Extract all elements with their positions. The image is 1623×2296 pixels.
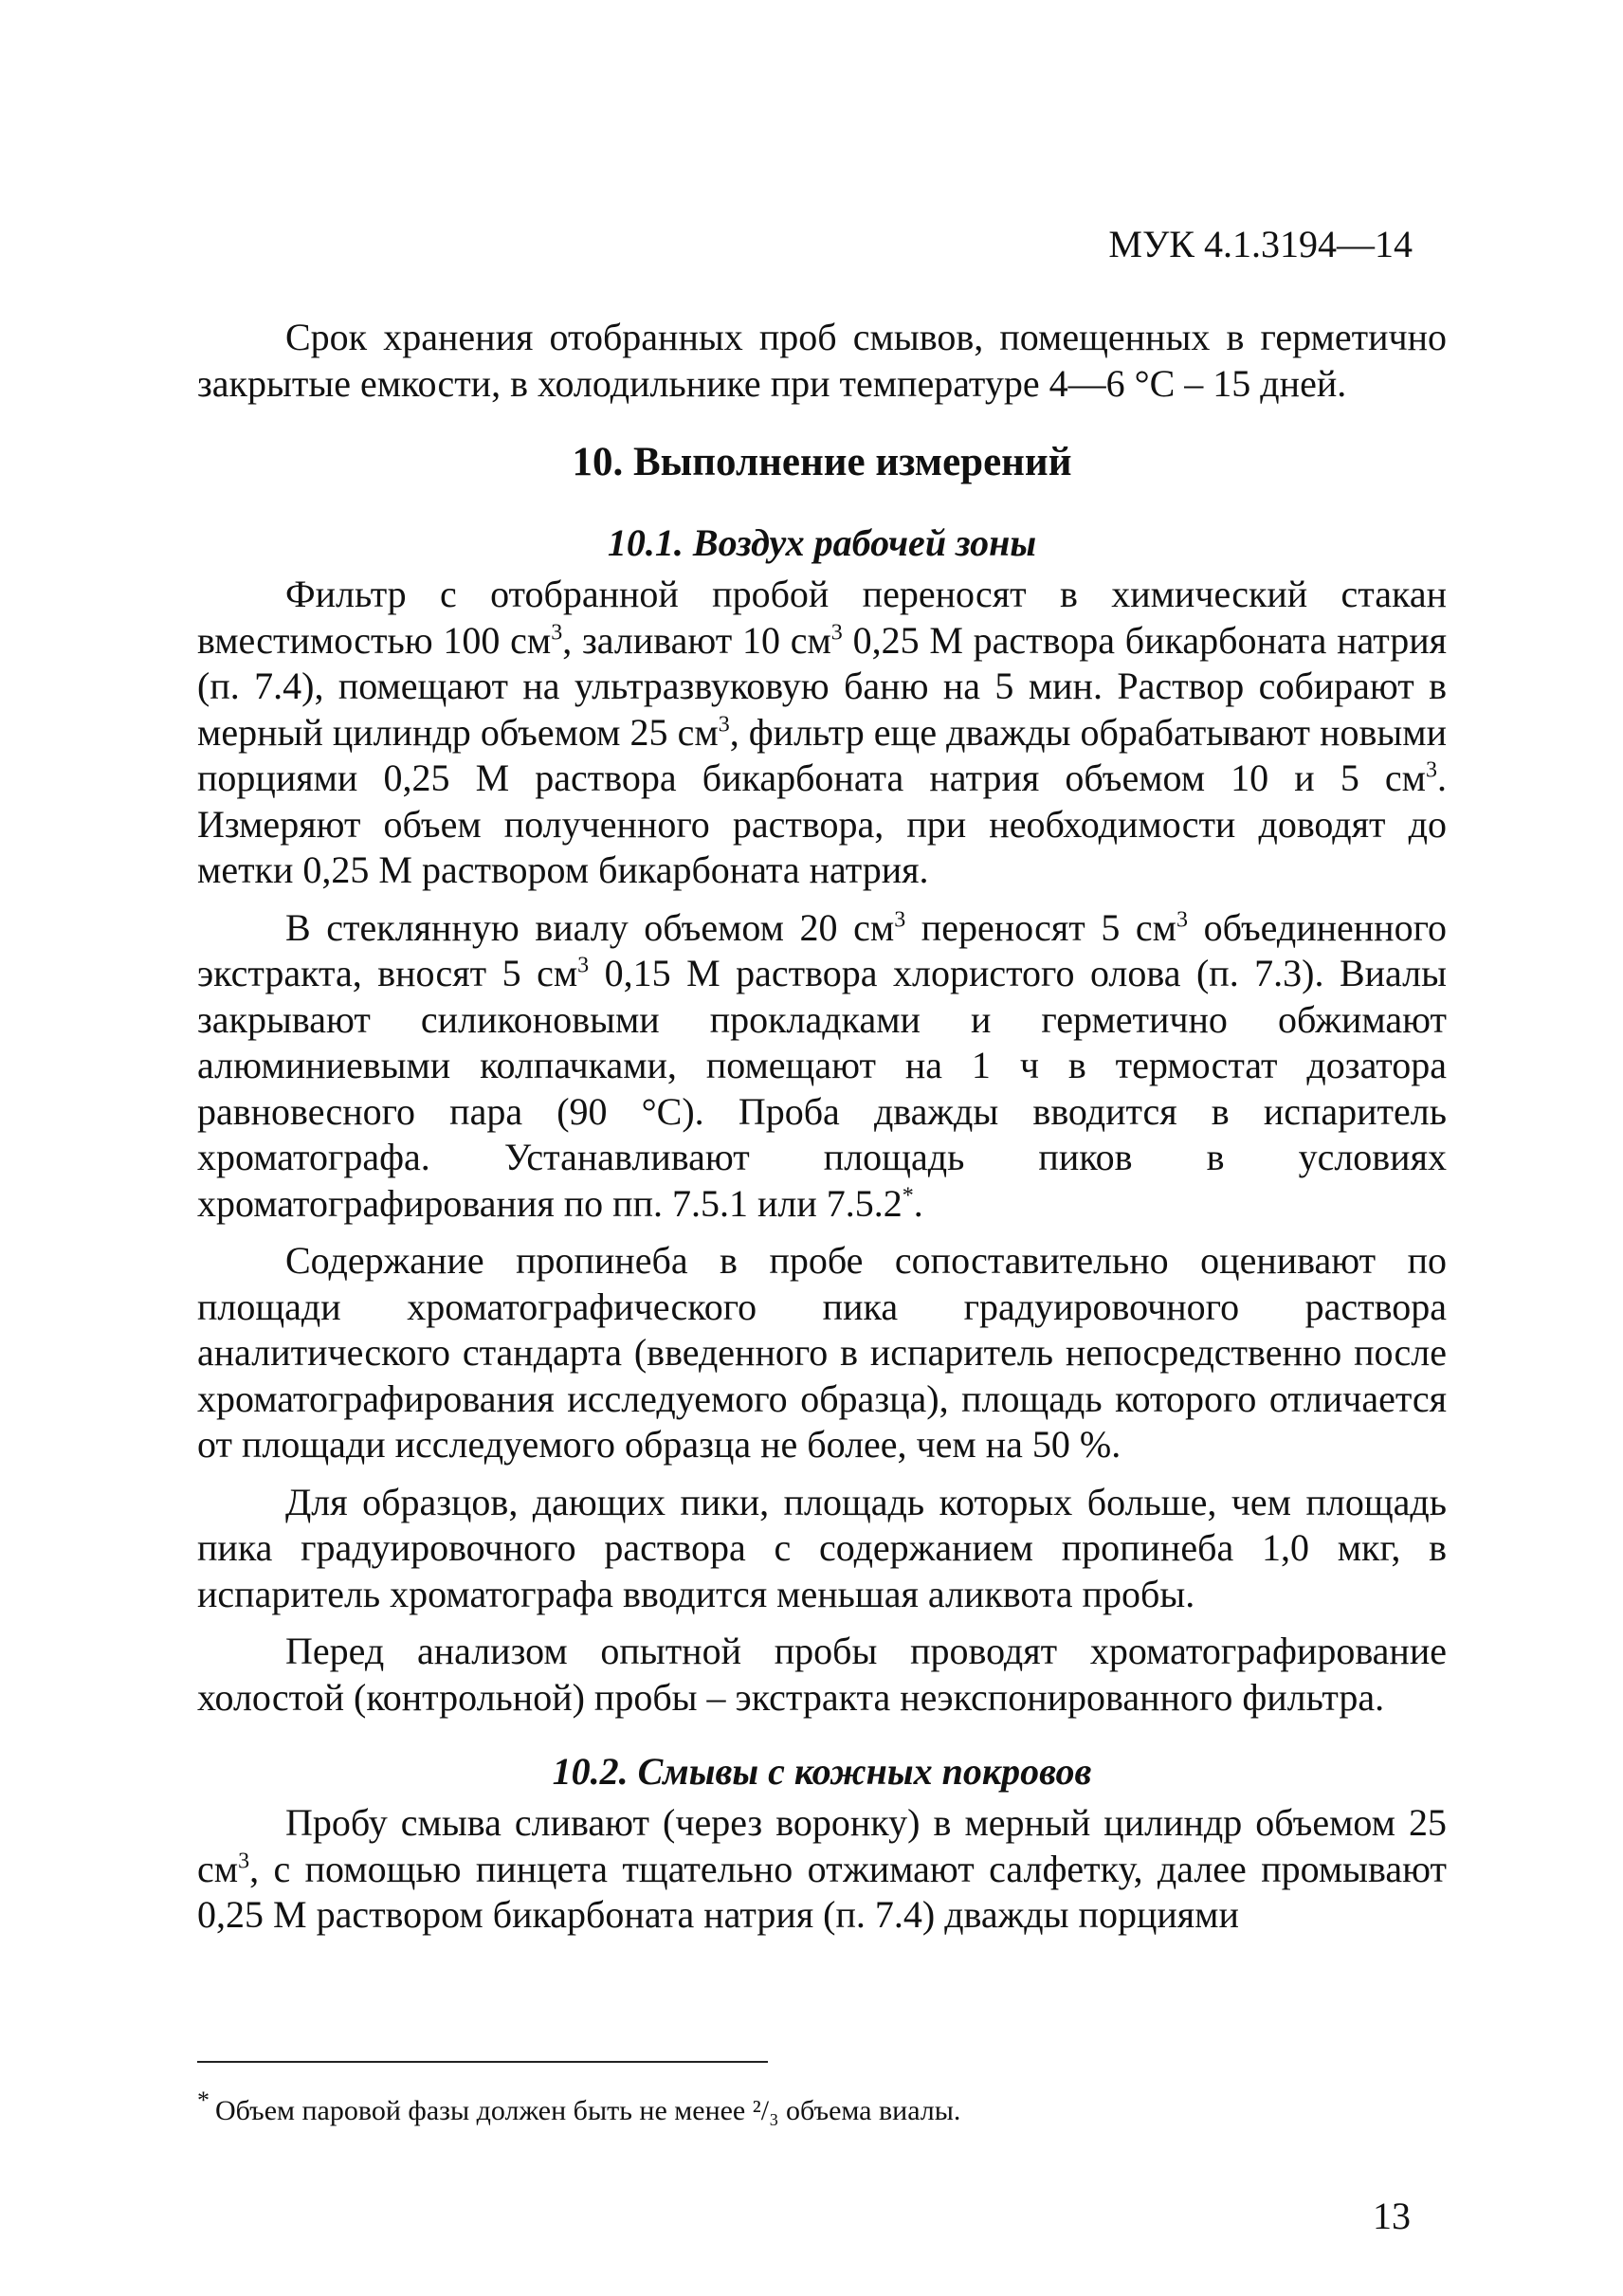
paragraph-wash-sample <box>197 1800 1447 1939</box>
footnote-text: объема виалы. <box>778 2095 961 2126</box>
footnote-text: Объем паровой фазы должен быть не менее <box>215 2095 753 2126</box>
section-title: 10. Выполнение измерений <box>572 440 1072 484</box>
text-run: переносят 5 см <box>905 905 1176 949</box>
text-run: 0,15 М раствора хлористого олова (п. 7.3). Виалы закрывают силиконовыми прокладками и герметично обжимают алюминиевыми колпачками, помещают на 1 ч в термостат дозатора равновесного пара (90 °С). Проба дважды вводится в испаритель хроматографа. Устанавливают площадь пиков в условиях хроматографирования по пп. 7.5.1 или 7.5.2 <box>197 952 1447 1225</box>
paragraph-vial-preparation <box>197 905 1447 1228</box>
text-run: В стеклянную виалу объемом 20 см <box>285 905 895 949</box>
superscript: 3 <box>718 712 730 738</box>
text-run: Фильтр с отобранной пробой переносят в химический стакан вместимостью 100 см <box>197 573 1447 662</box>
text-run: . Измеряют объем полученного раствора, при необходимости доводят до метки 0,25 М раствором бикарбоната натрия. <box>197 756 1447 891</box>
paragraph-content-estimation: Содержание пропинеба в пробе сопоставительно оценивают по площади хроматографического пика градуировочного раствора аналитического стандарта (введенного в испаритель непосредственно после хроматографирования исследуемого образца), площадь которого отличается от площади исследуемого образца не более, чем на 50 %. <box>197 1239 1447 1466</box>
footnote <box>197 2082 1447 2130</box>
text-run: . <box>913 1181 923 1225</box>
superscript: 3 <box>1426 757 1437 783</box>
paragraph-filter-extraction <box>197 572 1447 894</box>
text-run: 0,25 М раствора бикарбоната натрия (п. 7.4), помещают на ультразвуковую баню на 5 мин. Раствор собирают в мерный цилиндр объемом 25 см <box>197 618 1448 754</box>
text-run: объединенного экстракта, вносят 5 см <box>197 905 1447 994</box>
paragraph-large-peaks: Для образцов, дающих пики, площадь которых больше, чем площадь пика градуировочного раствора с содержанием пропинеба 1,0 мкг, в испаритель хроматографа вводится меньшая аликвота пробы. <box>197 1480 1447 1615</box>
text-run: , заливают 10 см <box>562 618 831 662</box>
footnote-mark: * <box>197 2086 210 2114</box>
superscript: 3 <box>1176 907 1188 933</box>
document-code: МУК 4.1.3194—14 <box>1108 223 1413 265</box>
paragraph-blank-sample: Перед анализом опытной пробы проводят хроматографирование холостой (контрольной) пробы – экстракта неэкспонированного фильтра. <box>197 1630 1447 1719</box>
document-body <box>197 315 1447 1939</box>
superscript: 3 <box>894 907 906 933</box>
text-run: , с помощью пинцета тщательно отжимают салфетку, далее промывают 0,25 М раствором бикарбоната натрия (п. 7.4) дважды порциями <box>197 1847 1447 1936</box>
storage-paragraph: Срок хранения отобранных проб смывов, помещенных в герметично закрытые емкости, в холодильнике при температуре 4—6 °С – 15 дней. <box>197 316 1447 405</box>
footnote-fraction: ²/₃ <box>752 2095 779 2126</box>
subsection-title-skin-wash: 10.2. Смывы с кожных покровов <box>552 1750 1092 1793</box>
superscript: 3 <box>830 620 843 646</box>
footnote-reference: * <box>902 1183 914 1209</box>
page-number: 13 <box>1373 2195 1411 2237</box>
superscript: 3 <box>551 620 563 646</box>
footnote-divider <box>197 2061 768 2063</box>
superscript: 3 <box>238 1849 250 1874</box>
subsection-title-air: 10.1. Воздух рабочей зоны <box>607 521 1037 564</box>
text-run: , фильтр еще дважды обрабатывают новыми порциями 0,25 М раствора бикарбоната натрия объемом 10 и 5 см <box>197 710 1447 799</box>
text-run: Пробу смыва сливают (через воронку) в мерный цилиндр объемом 25 см <box>197 1801 1447 1890</box>
superscript: 3 <box>577 953 590 978</box>
